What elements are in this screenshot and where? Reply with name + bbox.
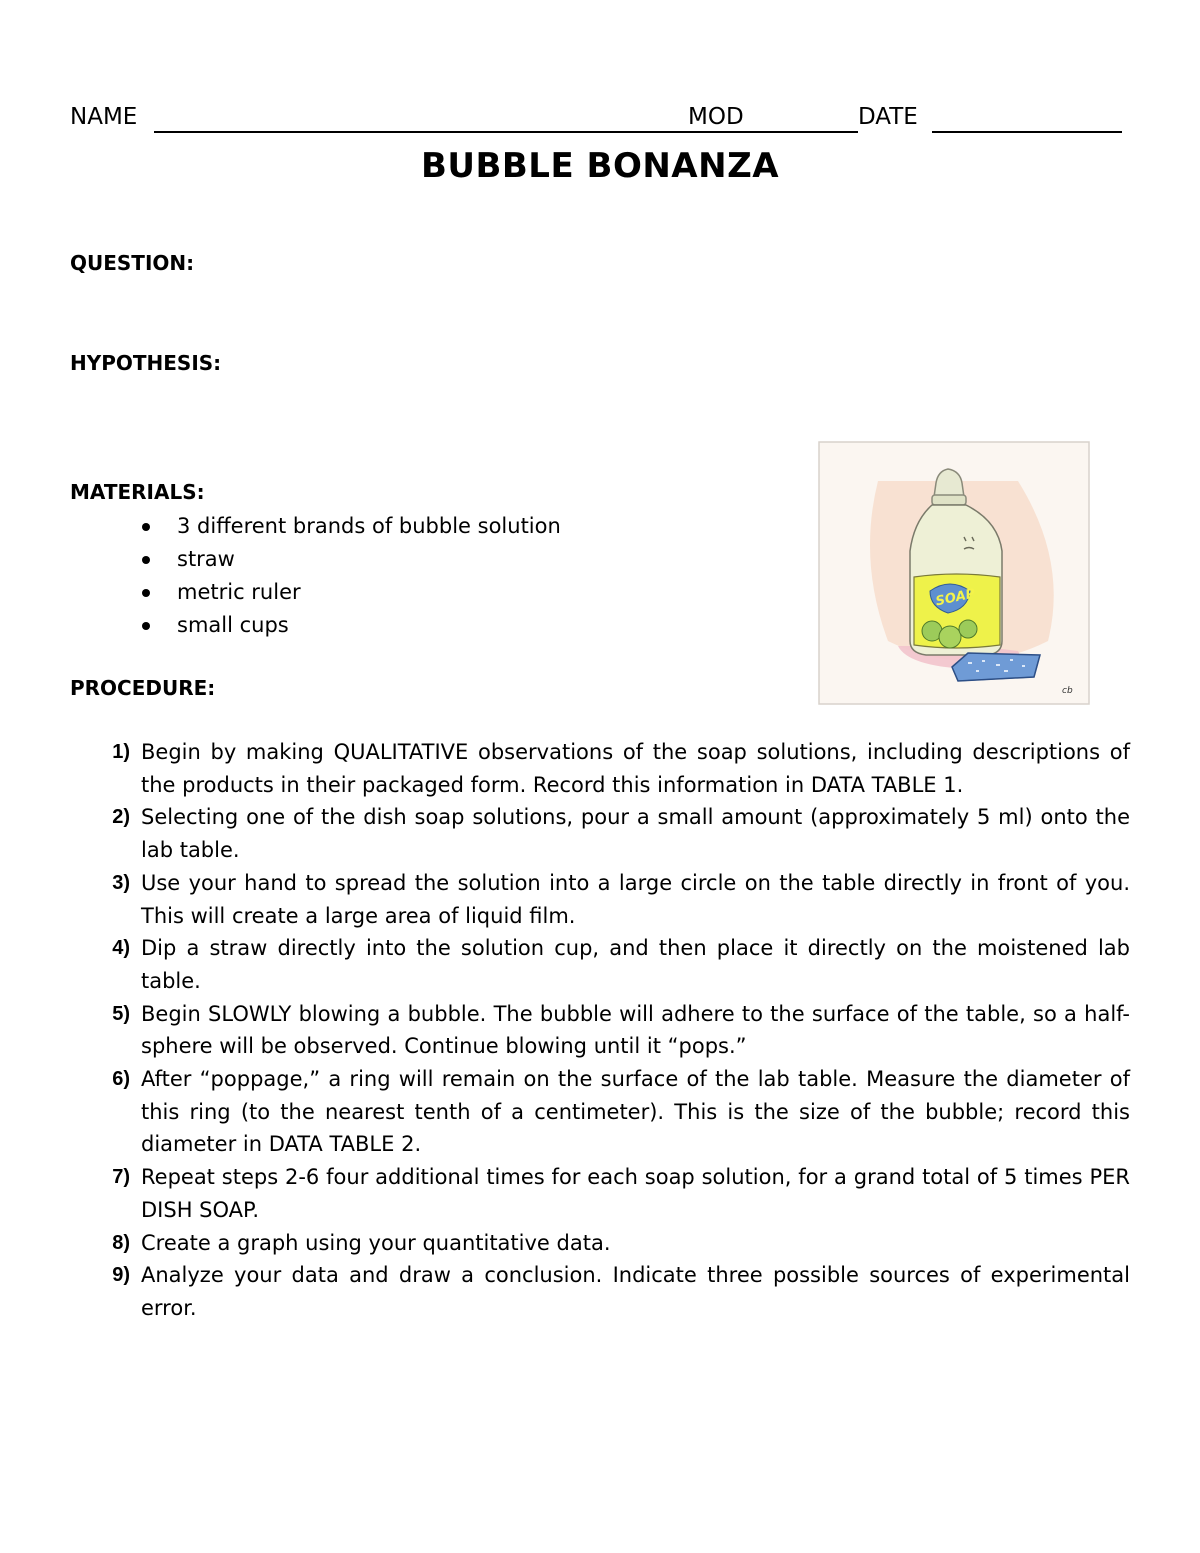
bullet-icon [142, 589, 150, 597]
bullet-icon [142, 622, 150, 630]
bottle-collar [932, 495, 966, 505]
procedure-step: 9) Analyze your data and draw a conclusion. Indicate three possible sources of experimental error. [112, 1263, 1130, 1320]
procedure-step: 2) Selecting one of the dish soap solutions, pour a small amount (approximately 5 ml) onto the lab table. [112, 805, 1130, 863]
page-title: BUBBLE BONANZA [420, 146, 780, 186]
label-text: SOAP [934, 586, 977, 610]
date-blank-line[interactable] [932, 131, 1122, 133]
procedure-list [100, 736, 1130, 1325]
bullet-icon [142, 523, 150, 531]
procedure-step: 5) Begin SLOWLY blowing a bubble. The bubble will adhere to the surface of the table, so a half-sphere will be observed. Continue blowing until it “pops.” [112, 1001, 1130, 1059]
list-item: straw [140, 543, 561, 576]
materials-list [140, 510, 561, 642]
procedure-step: 1) Begin by making QUALITATIVE observations of the soap solutions, including descriptions of the products in their packaged form. Record this information in DATA TABLE 1. [112, 740, 1130, 797]
apple-icon [939, 626, 961, 648]
name-blank-line[interactable] [154, 131, 760, 133]
materials-label: MATERIALS: [70, 480, 205, 504]
name-label: NAME [70, 104, 138, 130]
procedure-step: 7) Repeat steps 2-6 four additional times for each soap solution, for a grand total of 5 times PER DISH SOAP. [112, 1165, 1130, 1222]
artist-signature: cb [1062, 686, 1073, 696]
hypothesis-label: HYPOTHESIS: [70, 351, 222, 375]
procedure-step: 4) Dip a straw directly into the solution cup, and then place it directly on the moistened lab table. [112, 936, 1130, 993]
list-item: 3 different brands of bubble solution [140, 510, 561, 543]
soap-bottle-illustration [818, 441, 1090, 705]
sponge [952, 653, 1040, 681]
mod-blank-line[interactable] [758, 131, 858, 133]
procedure-step: 3) Use your hand to spread the solution into a large circle on the table directly in front of you. This will create a large area of liquid film. [112, 870, 1130, 928]
procedure-step: 6) After “poppage,” a ring will remain on the surface of the lab table. Measure the diameter of this ring (to the nearest tenth of a centimeter). This is the size of the bubble; record this diameter in DATA TABLE 2. [112, 1067, 1130, 1157]
header-line [70, 104, 1130, 138]
question-label: QUESTION: [70, 251, 195, 275]
list-item: metric ruler [140, 576, 561, 609]
date-label: DATE [858, 104, 918, 130]
procedure-step: 8) Create a graph using your quantitative data. [112, 1230, 611, 1255]
list-item: small cups [140, 609, 561, 642]
procedure-label: PROCEDURE: [70, 676, 216, 700]
bullet-icon [142, 556, 150, 564]
mod-label: MOD [688, 104, 744, 130]
apple-icon [959, 620, 977, 638]
